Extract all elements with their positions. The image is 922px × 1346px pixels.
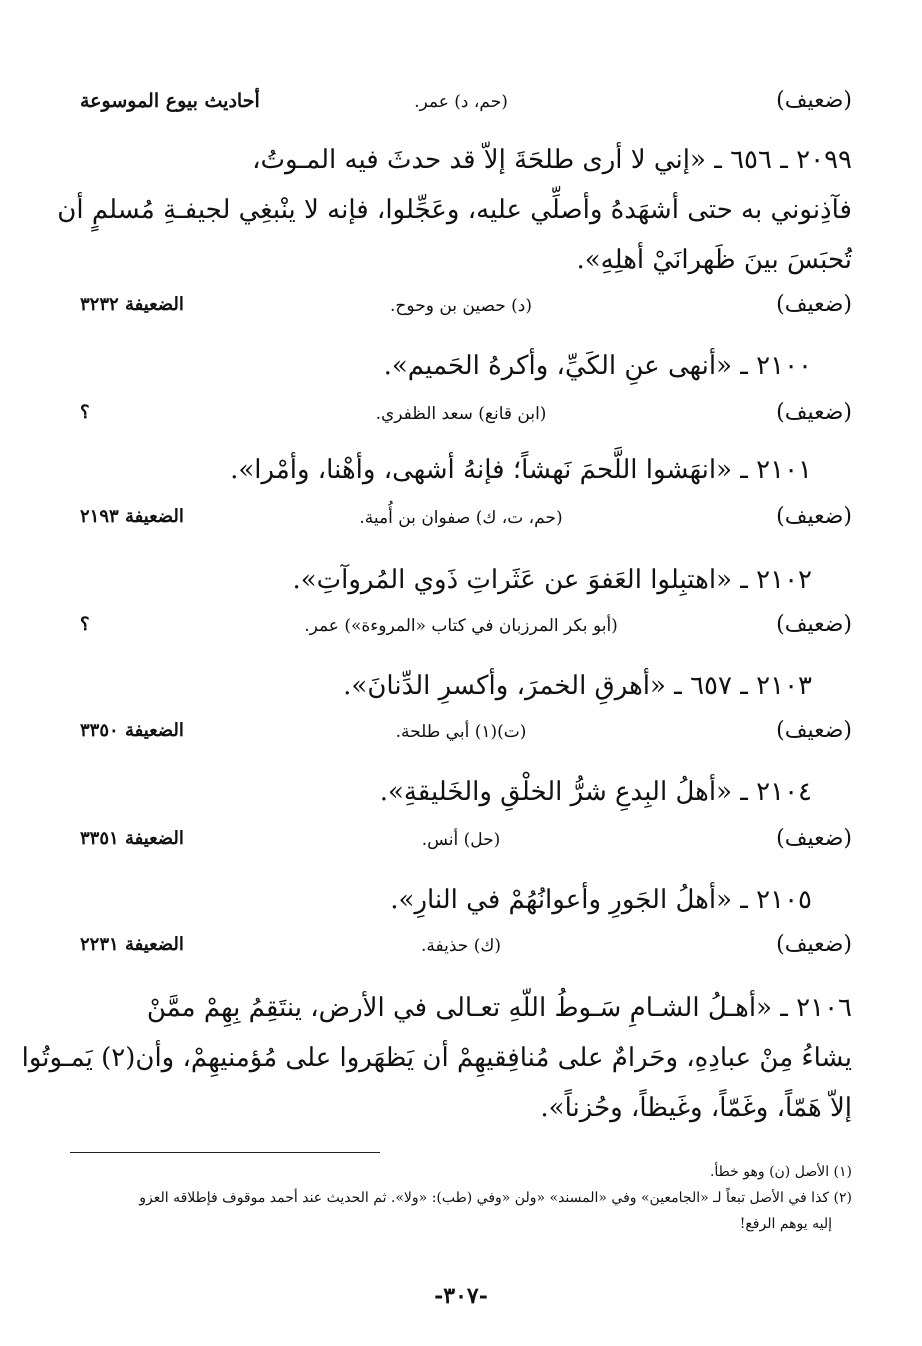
grade-label: (ضعيف) bbox=[776, 826, 852, 851]
hadith-2104-meta bbox=[70, 826, 852, 866]
reference-text: الضعيفة ٢٢٣١ bbox=[80, 934, 184, 955]
hadith-2100-meta bbox=[70, 400, 852, 440]
hadith-2099-line-3: تُحبَسَ بينَ ظَهرانَيْ أهلِهِ». bbox=[576, 245, 852, 275]
hadith-2106-line-1: ٢١٠٦ ـ «أهـلُ الشـامِ سَـوطُ اللّهِ تعـالى في الأرض، ينتَقِمُ بِهِمْ ممَّنْ bbox=[146, 993, 852, 1023]
hadith-2099-meta bbox=[70, 292, 852, 332]
reference-text: ؟ bbox=[80, 614, 90, 635]
hadith-2106-line-3: إلاّ هَمّاً، وغَمّاً، وغَيظاً، وحُزناً». bbox=[540, 1093, 852, 1123]
header-grade: (ضعيف) bbox=[776, 88, 852, 113]
grade-label: (ضعيف) bbox=[776, 612, 852, 637]
grade-label: (ضعيف) bbox=[776, 932, 852, 957]
reference-text: الضعيفة ٣٣٥٠ bbox=[80, 720, 184, 741]
page-number: -٣٠٧- bbox=[434, 1283, 488, 1309]
source-text: (حم، ت، ك) صفوان بن أُمية. bbox=[359, 508, 563, 528]
footnote-2-continued: إليه يوهم الرفع! bbox=[739, 1216, 832, 1232]
grade-label: (ضعيف) bbox=[776, 292, 852, 317]
grade-label: (ضعيف) bbox=[776, 400, 852, 425]
footnote-divider bbox=[70, 1152, 380, 1153]
source-text: (أبو بكر المرزبان في كتاب «المروءة») عمر. bbox=[304, 616, 618, 636]
reference-text: الضعيفة ٣٣٥١ bbox=[80, 828, 184, 849]
hadith-2102-line-1: ٢١٠٢ ـ «اهتبِلوا العَفوَ عن عَثَراتِ ذَوي المُروآتِ». bbox=[292, 565, 812, 595]
source-text: (ابن قانع) سعد الظفري. bbox=[375, 404, 547, 424]
source-text: (حل) أنس. bbox=[421, 830, 501, 850]
hadith-2106-line-2: يشاءُ مِنْ عبادِهِ، وحَرامٌ على مُنافِقيهِمْ أن يَظهَروا على مُؤمنيهِمْ، وأن(٢) يَمـوتُوا bbox=[21, 1043, 852, 1073]
hadith-2101-line-1: ٢١٠١ ـ «انهَشوا اللَّحمَ نَهشاً؛ فإنهُ أشهى، وأهْنا، وأمْرا». bbox=[230, 455, 812, 485]
running-header bbox=[70, 88, 852, 128]
grade-label: (ضعيف) bbox=[776, 504, 852, 529]
footnote-1: (١) الأصل (ن) وهو خطأ. bbox=[709, 1164, 852, 1180]
header-source: (حم، د) عمر. bbox=[414, 92, 508, 112]
source-text: (ت)(١) أبي طلحة. bbox=[395, 722, 527, 742]
hadith-2100-line-1: ٢١٠٠ ـ «أنهى عنِ الكَيِّ، وأكرهُ الحَميم». bbox=[383, 351, 812, 381]
hadith-2103-line-1: ٢١٠٣ ـ ٦٥٧ ـ «أهرقِ الخمرَ، وأكسرِ الدِّنانَ». bbox=[343, 671, 812, 701]
hadith-2101-meta bbox=[70, 504, 852, 544]
reference-text: الضعيفة ٣٢٣٢ bbox=[80, 294, 184, 315]
running-title: أحاديث بيوع الموسوعة bbox=[80, 90, 260, 112]
footnote-2: (٢) كذا في الأصل تبعاً لـ «الجامعين» وفي «المسند» «ولن «وفي (طب): «ولا». ثم الحديث عند أحمد موقوف فإطلاقه العزو bbox=[139, 1190, 852, 1206]
hadith-2105-line-1: ٢١٠٥ ـ «أهلُ الجَورِ وأعوانُهُمْ في النارِ». bbox=[390, 885, 812, 915]
source-text: (ك) حذيفة. bbox=[421, 936, 501, 956]
hadith-2102-meta bbox=[70, 612, 852, 652]
hadith-2103-meta bbox=[70, 718, 852, 758]
hadith-2104-line-1: ٢١٠٤ ـ «أهلُ البِدعِ شرُّ الخلْقِ والخَليقةِ». bbox=[379, 777, 812, 807]
hadith-2099-line-2: فآذِنوني به حتى أشهَدهُ وأصلِّي عليه، وعَجِّلوا، فإنه لا ينْبغِي لجيفـةِ مُسلمٍ أن bbox=[57, 195, 852, 225]
hadith-2099-line-1: ٢٠٩٩ ـ ٦٥٦ ـ «إني لا أرى طلحَةَ إلاّ قد حدثَ فيه المـوتُ، bbox=[252, 145, 852, 175]
grade-label: (ضعيف) bbox=[776, 718, 852, 743]
reference-text: ؟ bbox=[80, 402, 90, 423]
reference-text: الضعيفة ٢١٩٣ bbox=[80, 506, 184, 527]
source-text: (د) حصين بن وحوح. bbox=[390, 296, 532, 316]
hadith-2105-meta bbox=[70, 932, 852, 972]
